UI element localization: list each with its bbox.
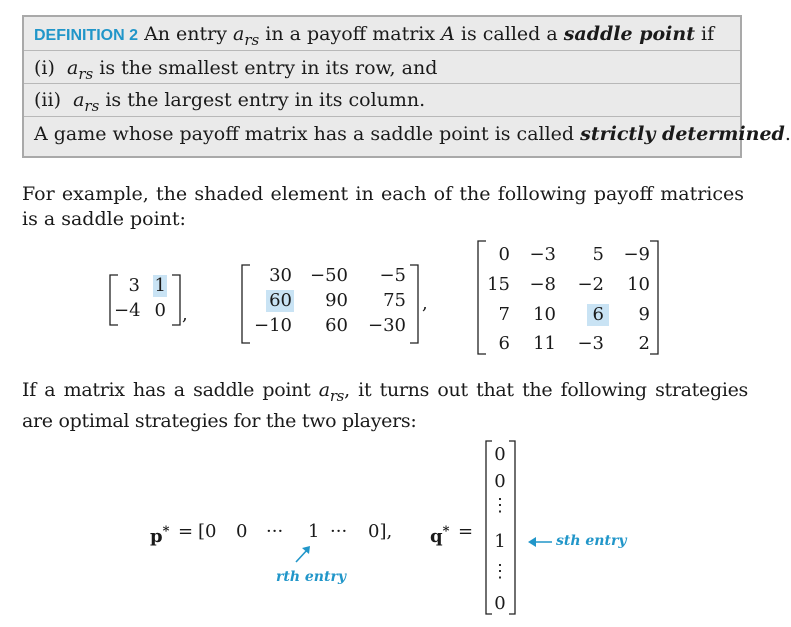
definition-label: DEFINITION 2	[34, 27, 139, 44]
q-star-entry: 0	[494, 593, 506, 614]
matrix-cell: 3	[128, 275, 140, 296]
matrix-cell-saddle: 1	[154, 275, 166, 296]
matrix-cell: 30	[269, 265, 292, 286]
definition-summary	[24, 123, 791, 145]
q-star-entry: 0	[494, 444, 506, 465]
matrix-cell: 60	[325, 315, 348, 336]
entry-sub: rs	[84, 96, 100, 115]
sth-entry-label: sth entry	[556, 533, 627, 549]
strategy-text-before: If a matrix has a saddle point	[22, 379, 311, 401]
matrix-cell: −2	[577, 274, 604, 295]
matrix-cell: −10	[254, 315, 292, 336]
matrix-cell: 15	[487, 274, 510, 295]
ellipsis: ···	[266, 521, 284, 542]
p-star-first: [0	[198, 521, 217, 542]
divider	[24, 116, 740, 117]
matrix-cell: 11	[533, 333, 556, 354]
matrix-cell: −30	[368, 315, 406, 336]
matrix-cell: 75	[383, 290, 406, 311]
entry-sub: rs	[244, 30, 260, 49]
matrix-name: A	[441, 23, 455, 45]
p-star-last: 0],	[368, 521, 393, 542]
matrix-cell: −8	[529, 274, 556, 295]
right-bracket	[648, 240, 660, 355]
matrix-cell: 10	[627, 274, 650, 295]
ellipsis: ···	[330, 521, 348, 542]
definition-after: is called a	[460, 23, 558, 45]
vertical-ellipsis: ⋮	[491, 495, 509, 516]
entry-var: a	[67, 57, 79, 79]
left-bracket	[484, 440, 494, 615]
definition-box	[22, 15, 791, 158]
condition-1	[24, 57, 740, 85]
matrix-cell-saddle: 60	[269, 290, 292, 311]
equals: =	[178, 521, 194, 542]
equals: =	[458, 521, 474, 542]
q-star-symbol: q*	[430, 524, 450, 547]
q-star-sth-entry: 1	[494, 531, 506, 552]
entry-var: a	[73, 89, 85, 111]
matrix-cell: 0	[154, 300, 166, 321]
strategy-paragraph	[22, 378, 748, 434]
matrix-cell: −3	[529, 244, 556, 265]
matrix-comma: ,	[182, 304, 188, 325]
condition-2	[24, 89, 740, 117]
matrix-cell: 6	[498, 333, 510, 354]
matrix-cell: −3	[577, 333, 604, 354]
right-bracket	[170, 274, 182, 326]
definition-heading	[24, 23, 740, 51]
vertical-ellipsis: ⋮	[491, 561, 509, 582]
condition-1-text: is the smallest entry in its row, and	[99, 57, 438, 79]
q-star-entry: 0	[494, 471, 506, 492]
matrix-cell: 9	[638, 304, 650, 325]
condition-2-text: is the largest entry in its column.	[105, 89, 426, 111]
p-star-rth-entry: 1	[308, 521, 320, 542]
summary-term: strictly determined	[580, 123, 785, 145]
divider	[24, 83, 740, 84]
matrix-cell: 5	[592, 244, 604, 265]
matrix-cell: 90	[325, 290, 348, 311]
entry-sub: rs	[329, 386, 345, 405]
entry-var: a	[318, 379, 330, 401]
divider	[24, 50, 740, 51]
entry-var: a	[233, 23, 245, 45]
strategy-text-after: , it turns out that the following strategies are optimal strategies for the two players:	[22, 379, 748, 432]
matrix-cell-saddle: 6	[592, 304, 604, 325]
definition-end: if	[701, 23, 715, 45]
rth-entry-label: rth entry	[276, 569, 346, 585]
matrix-cell: −5	[379, 265, 406, 286]
matrix-cell: −9	[623, 244, 650, 265]
definition-intro: An entry	[144, 23, 227, 45]
summary-period: .	[784, 123, 791, 145]
condition-1-number: (i)	[34, 57, 55, 79]
matrix-cell: 0	[498, 244, 510, 265]
definition-term: saddle point	[563, 23, 695, 45]
condition-2-number: (ii)	[34, 89, 61, 111]
matrix-cell: 2	[638, 333, 650, 354]
matrix-cell: 7	[498, 304, 510, 325]
matrix-cell: 10	[533, 304, 556, 325]
summary-text: A game whose payoff matrix has a saddle point is called	[34, 123, 575, 145]
matrix-cell: −4	[114, 300, 141, 321]
example-paragraph: For example, the shaded element in each of the following payoff matrices is a saddle point:	[22, 183, 744, 230]
sth-entry-arrow-icon	[527, 535, 553, 549]
right-bracket	[507, 440, 517, 615]
right-bracket	[408, 264, 420, 344]
entry-sub: rs	[78, 64, 94, 83]
matrix-cell: −50	[310, 265, 348, 286]
definition-mid: in a payoff matrix	[265, 23, 436, 45]
p-star-symbol: p*	[150, 524, 170, 547]
matrix-comma: ,	[422, 293, 428, 314]
p-star-entry: 0	[236, 521, 248, 542]
rth-entry-arrow-icon	[292, 543, 314, 565]
